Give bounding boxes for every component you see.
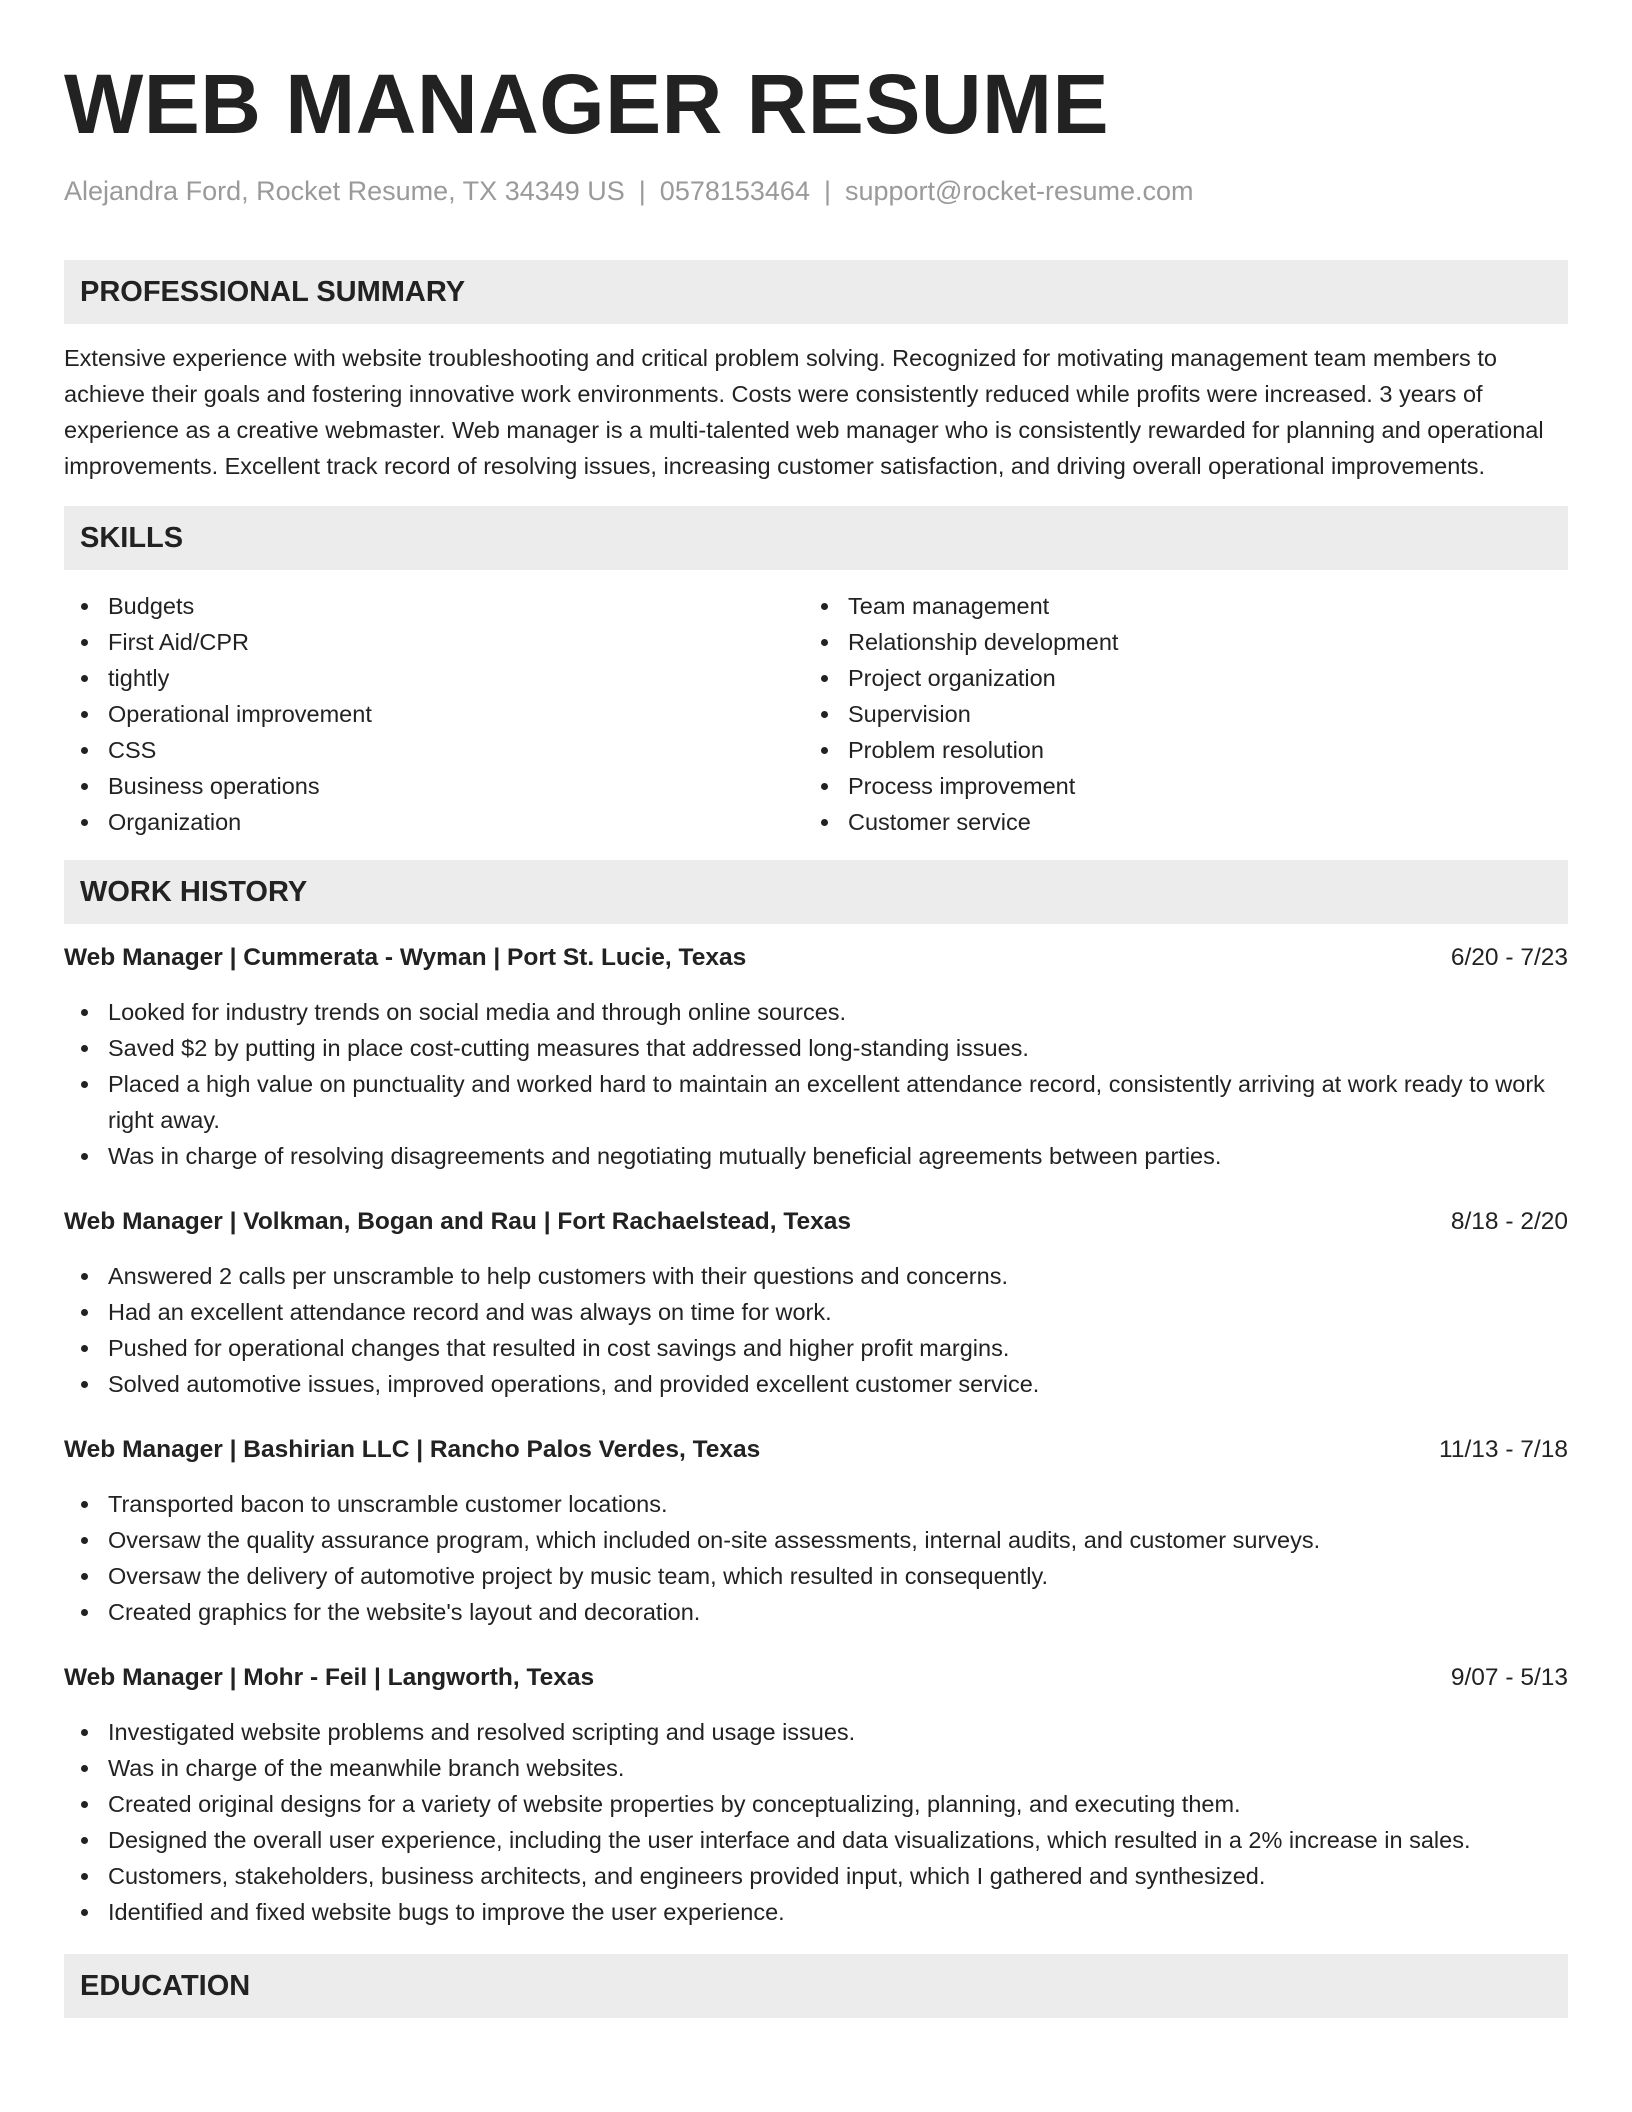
contact-line [64, 174, 1568, 208]
skills-column-left [64, 588, 804, 840]
skill-item: Business operations [64, 768, 804, 804]
skill-item: Project organization [804, 660, 1504, 696]
job-dates: 9/07 - 5/13 [1450, 1664, 1568, 1691]
job-title: Web Manager | Mohr - Feil | Langworth, Texas [64, 1664, 595, 1691]
contact-address: Alejandra Ford, Rocket Resume, TX 34349 US [64, 176, 625, 206]
skill-item: First Aid/CPR [64, 624, 804, 660]
job-entry [64, 1204, 1568, 1402]
job-bullet: Created graphics for the website's layout and decoration. [64, 1594, 1568, 1630]
job-title: Web Manager | Volkman, Bogan and Rau | Fort Rachaelstead, Texas [64, 1208, 852, 1235]
job-bullet: Was in charge of resolving disagreements and negotiating mutually beneficial agreements between parties. [64, 1138, 1568, 1174]
job-bullet: Investigated website problems and resolved scripting and usage issues. [64, 1714, 1568, 1750]
skill-item: Supervision [804, 696, 1504, 732]
job-dates: 6/20 - 7/23 [1450, 944, 1568, 971]
job-entry [64, 1432, 1568, 1630]
job-bullet: Solved automotive issues, improved operations, and provided excellent customer service. [64, 1366, 1568, 1402]
skill-item: Problem resolution [804, 732, 1504, 768]
job-bullet: Designed the overall user experience, including the user interface and data visualizations, which resulted in a 2% increase in sales. [64, 1822, 1568, 1858]
contact-separator: | [823, 176, 831, 206]
skill-item: Organization [64, 804, 804, 840]
skills-column-right [804, 588, 1504, 840]
section-header-work-history: WORK HISTORY [64, 860, 1568, 924]
contact-phone: 0578153464 [659, 176, 810, 206]
contact-separator: | [638, 176, 646, 206]
job-bullet: Created original designs for a variety of website properties by conceptualizing, planning, and executing them. [64, 1786, 1568, 1822]
job-bullet: Transported bacon to unscramble customer locations. [64, 1486, 1568, 1522]
job-bullet: Looked for industry trends on social media and through online sources. [64, 994, 1568, 1030]
job-header [64, 1660, 1568, 1696]
job-bullet: Customers, stakeholders, business architects, and engineers provided input, which I gathered and synthesized. [64, 1858, 1568, 1894]
job-bullet: Had an excellent attendance record and was always on time for work. [64, 1294, 1568, 1330]
skill-item: Operational improvement [64, 696, 804, 732]
skill-item: Budgets [64, 588, 804, 624]
job-bullets [64, 1258, 1568, 1402]
work-history-list [64, 940, 1568, 1930]
job-bullets [64, 1486, 1568, 1630]
skill-item: tightly [64, 660, 804, 696]
resume-title: WEB MANAGER RESUME [64, 57, 1110, 151]
job-bullet: Oversaw the quality assurance program, which included on-site assessments, internal audits, and customer surveys. [64, 1522, 1568, 1558]
summary-text: Extensive experience with website troubleshooting and critical problem solving. Recognized for motivating management team members to achieve their goals and fostering innovative work environments. Costs were consistently reduced while profits were increased. 3 years of experience as a creative webmaster. Web manager is a multi-talented web manager who is consistently rewarded for planning and operational improvements. Excellent track record of resolving issues, increasing customer satisfaction, and driving overall operational improvements. [64, 345, 1544, 479]
job-bullets [64, 994, 1568, 1174]
job-header [64, 1432, 1568, 1468]
section-header-skills: SKILLS [64, 506, 1568, 570]
skill-item: Process improvement [804, 768, 1504, 804]
job-dates: 11/13 - 7/18 [1439, 1436, 1568, 1463]
section-header-education: EDUCATION [64, 1954, 1568, 2018]
job-dates: 8/18 - 2/20 [1450, 1208, 1568, 1235]
job-bullet: Was in charge of the meanwhile branch websites. [64, 1750, 1568, 1786]
contact-email: support@rocket-resume.com [844, 176, 1194, 206]
section-header-summary: PROFESSIONAL SUMMARY [64, 260, 1568, 324]
skill-item: Relationship development [804, 624, 1504, 660]
job-header [64, 940, 1568, 976]
skill-item: CSS [64, 732, 804, 768]
job-title: Web Manager | Bashirian LLC | Rancho Palos Verdes, Texas [64, 1436, 761, 1463]
job-bullet: Pushed for operational changes that resulted in cost savings and higher profit margins. [64, 1330, 1568, 1366]
job-entry [64, 1660, 1568, 1930]
skill-item: Team management [804, 588, 1504, 624]
job-bullet: Saved $2 by putting in place cost-cutting measures that addressed long-standing issues. [64, 1030, 1568, 1066]
job-header [64, 1204, 1568, 1240]
job-title: Web Manager | Cummerata - Wyman | Port St. Lucie, Texas [64, 944, 747, 971]
job-bullet: Placed a high value on punctuality and worked hard to maintain an excellent attendance record, consistently arriving at work ready to work right away. [64, 1066, 1568, 1138]
job-bullet: Oversaw the delivery of automotive project by music team, which resulted in consequently. [64, 1558, 1568, 1594]
job-entry [64, 940, 1568, 1174]
job-bullet: Answered 2 calls per unscramble to help customers with their questions and concerns. [64, 1258, 1568, 1294]
job-bullets [64, 1714, 1568, 1930]
job-bullet: Identified and fixed website bugs to improve the user experience. [64, 1894, 1568, 1930]
skill-item: Customer service [804, 804, 1504, 840]
skills-list [64, 588, 1568, 840]
